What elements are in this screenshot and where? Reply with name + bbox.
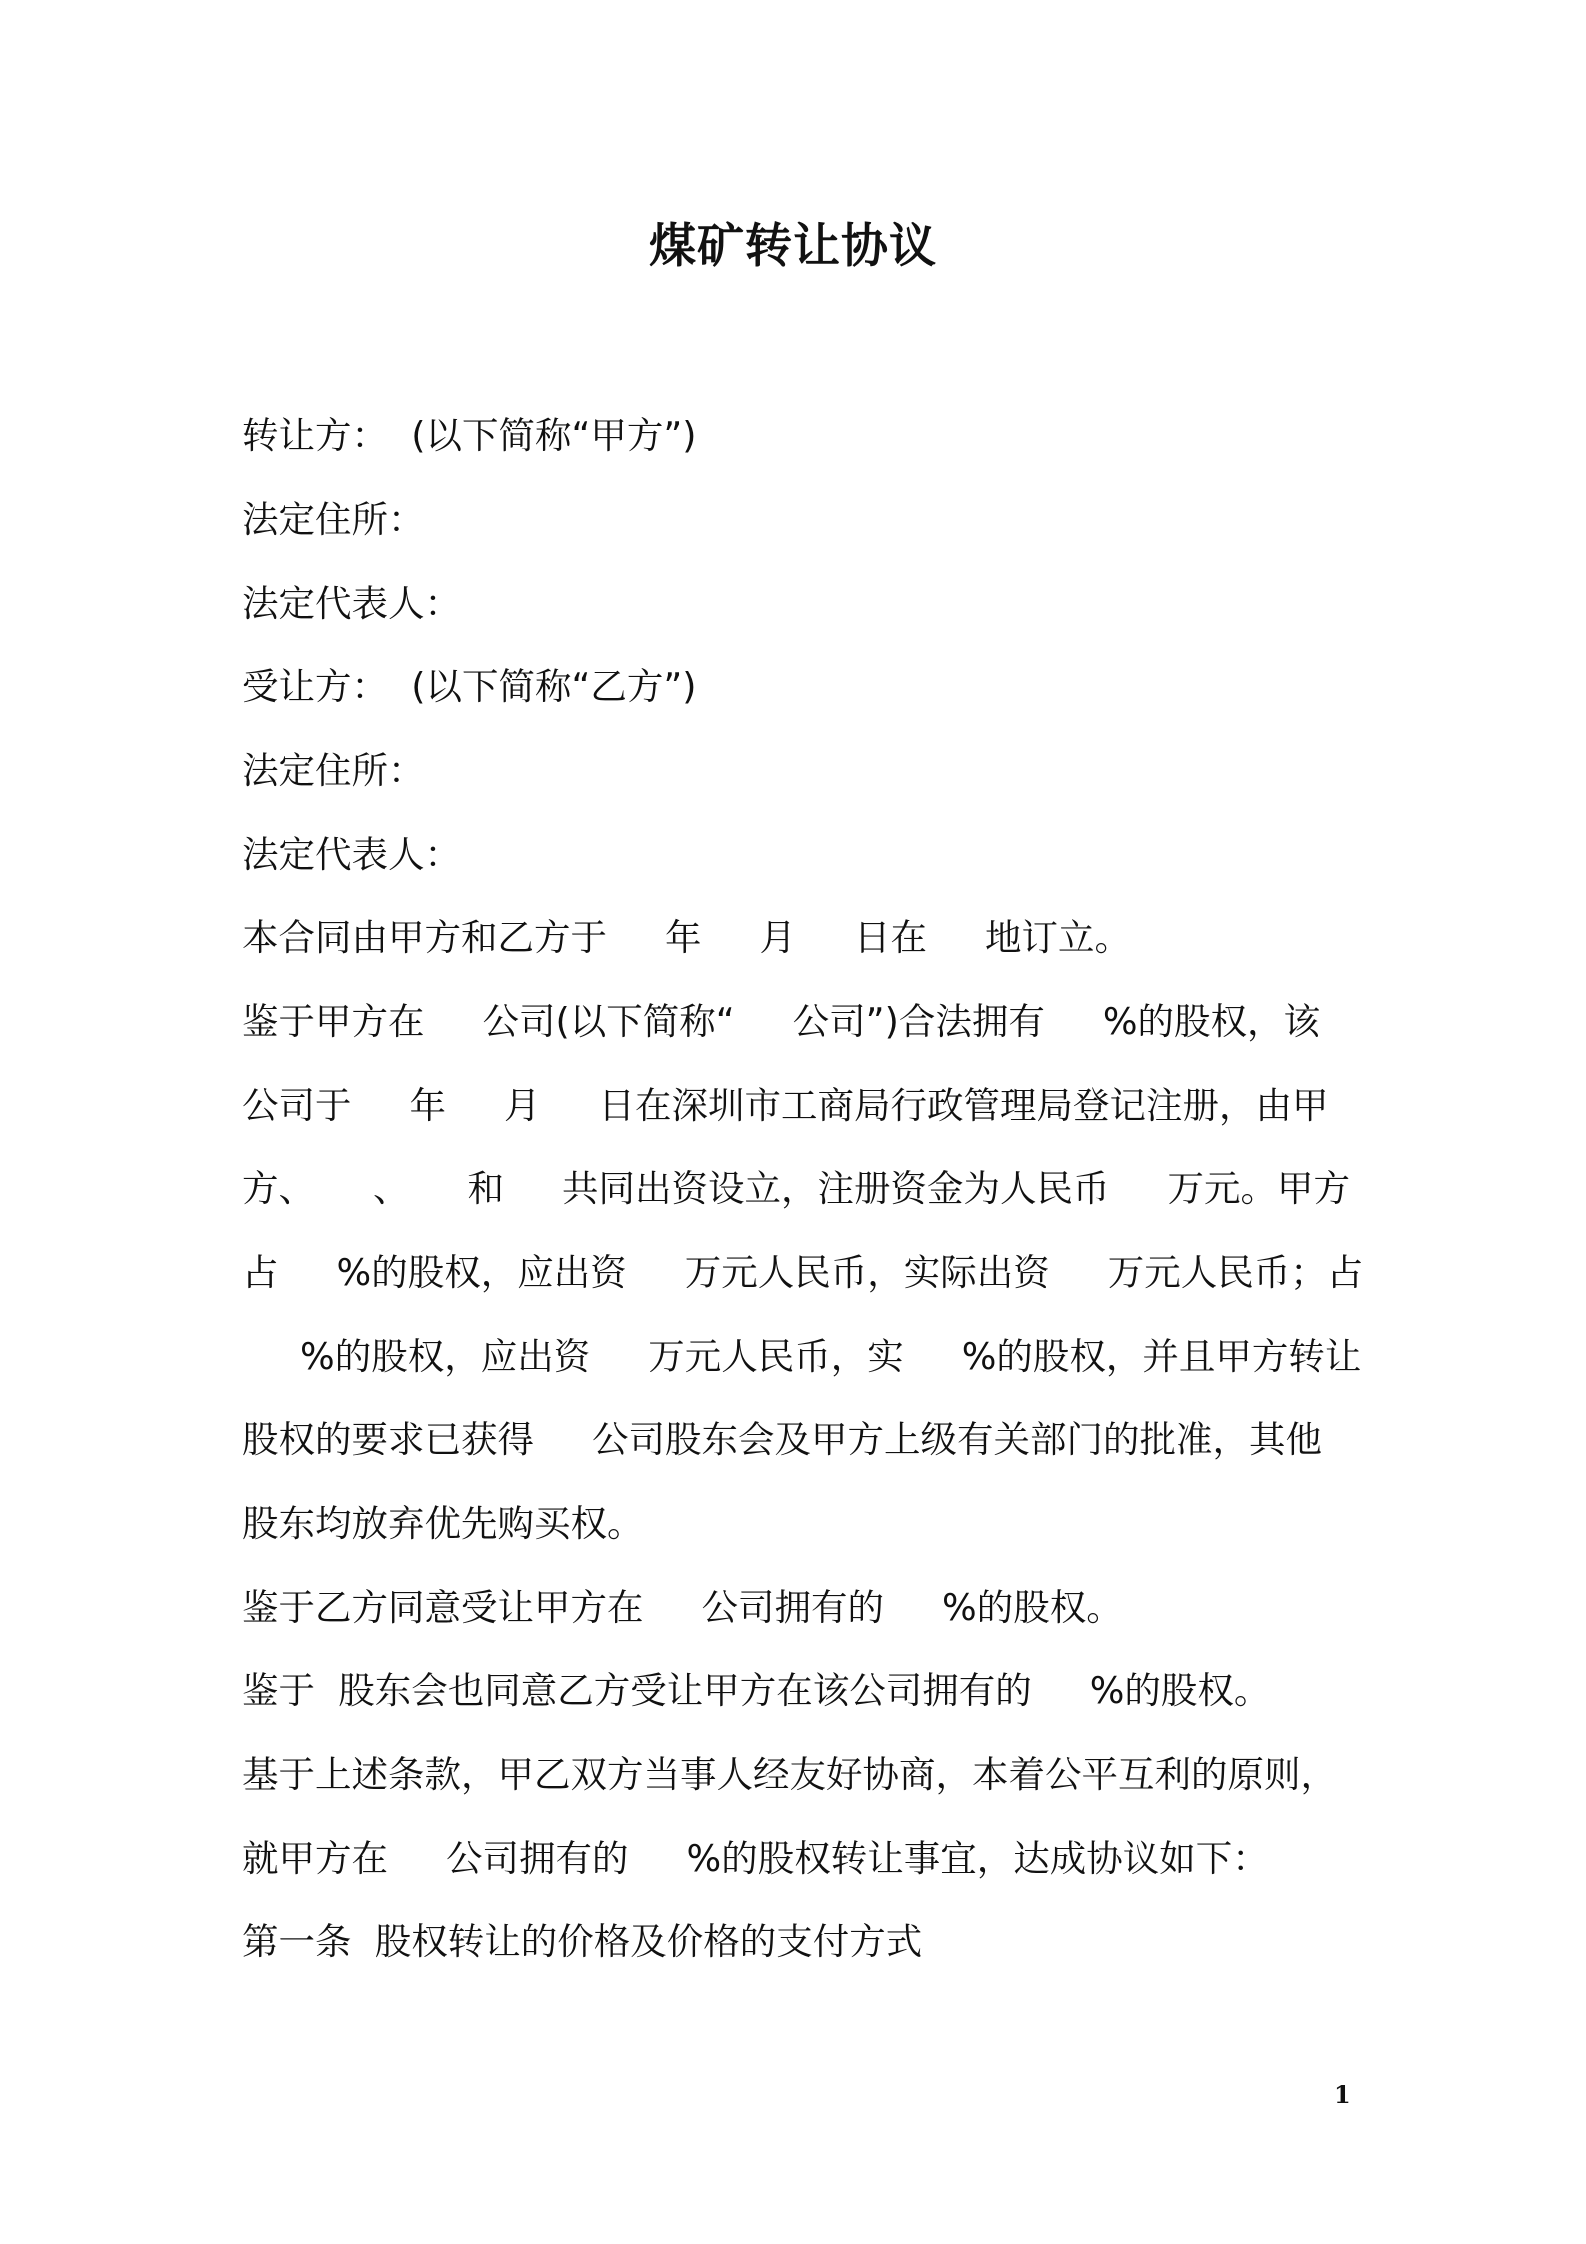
page-number: 1 bbox=[1334, 2080, 1351, 2109]
paragraph-line: 方、 、 和 共同出资设立，注册资金为人民币 万元。甲方 bbox=[242, 1167, 1351, 1210]
paragraph-line: 本合同由甲方和乙方于 年 月 日在 地订立。 bbox=[242, 916, 1132, 959]
paragraph-line: 法定代表人： bbox=[242, 582, 461, 625]
paragraph-line: 鉴于 股东会也同意乙方受让甲方在该公司拥有的 %的股权。 bbox=[242, 1669, 1271, 1712]
paragraph-line: 受让方： (以下简称“乙方”) bbox=[242, 665, 697, 708]
paragraph-line: 占 %的股权，应出资 万元人民币，实际出资 万元人民币；占 bbox=[242, 1251, 1364, 1294]
paragraph-line: 法定住所： bbox=[242, 749, 425, 792]
document-title: 煤矿转让协议 bbox=[649, 219, 937, 274]
paragraph-line: 法定住所： bbox=[242, 498, 425, 541]
paragraph-line: 鉴于甲方在 公司(以下简称“ 公司”)合法拥有 %的股权，该 bbox=[242, 1000, 1321, 1043]
paragraph-line: 鉴于乙方同意受让甲方在 公司拥有的 %的股权。 bbox=[242, 1586, 1123, 1629]
paragraph-line: 股权的要求已获得 公司股东会及甲方上级有关部门的批准，其他 bbox=[242, 1418, 1323, 1461]
section-heading: 第一条 股权转让的价格及价格的支付方式 bbox=[242, 1920, 923, 1963]
paragraph-line: 公司于 年 月 日在深圳市工商局行政管理局登记注册，由甲 bbox=[242, 1084, 1329, 1127]
paragraph-line: 就甲方在 公司拥有的 %的股权转让事宜，达成协议如下： bbox=[242, 1837, 1269, 1880]
paragraph-line: 股东均放弃优先购买权。 bbox=[242, 1502, 644, 1545]
paragraph-line: 转让方： (以下简称“甲方”) bbox=[242, 414, 697, 457]
paragraph-line: %的股权，应出资 万元人民币，实 %的股权，并且甲方转让 bbox=[242, 1335, 1362, 1378]
paragraph-line: 法定代表人： bbox=[242, 833, 461, 876]
paragraph-line: 基于上述条款，甲乙双方当事人经友好协商，本着公平互利的原则， bbox=[242, 1753, 1337, 1796]
